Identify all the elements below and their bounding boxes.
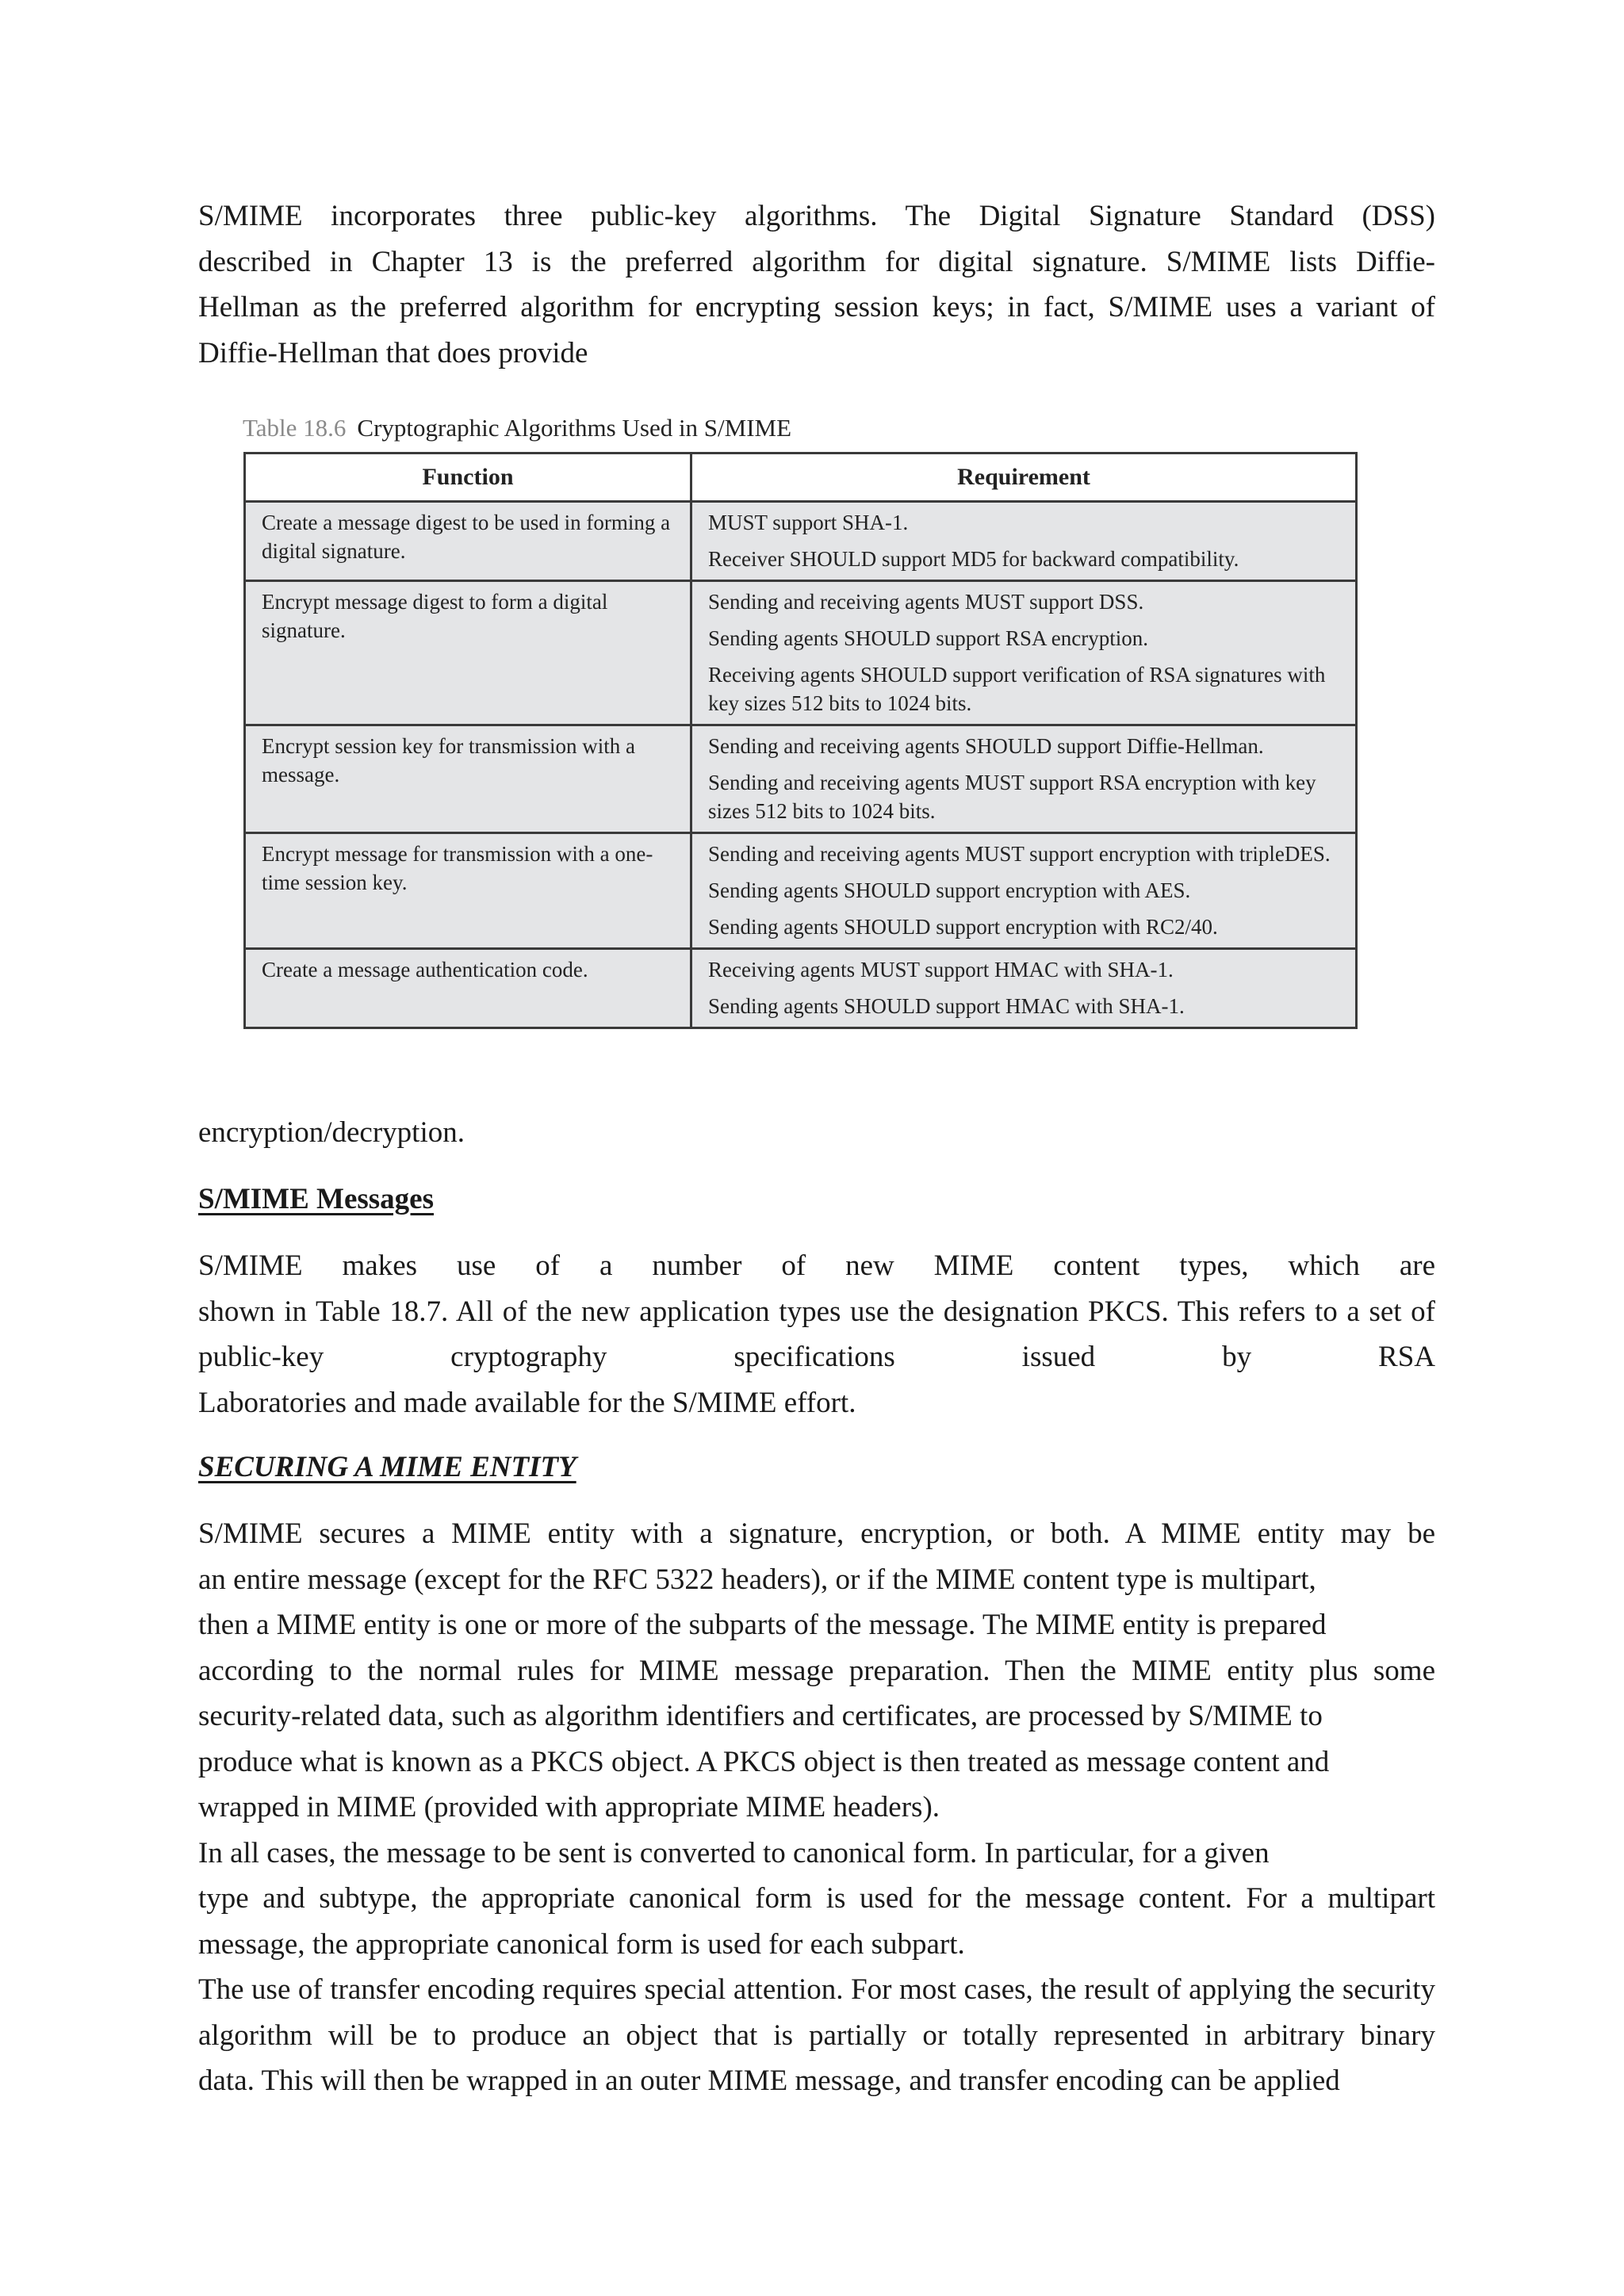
- messages-line: public-key cryptography specifications issued by RSA: [198, 1341, 1435, 1373]
- securing-line: algorithm will be to produce an object that is partially or totally represented in arbitrary binary: [198, 2019, 1435, 2052]
- function-cell: Encrypt message for transmission with a one-time session key.: [245, 833, 691, 949]
- securing-line: S/MIME secures a MIME entity with a signature, encryption, or both. A MIME entity may be: [198, 1517, 1435, 1550]
- requirement-cell: [691, 725, 1357, 833]
- continuation-text: [198, 1110, 1435, 1156]
- securing-line: type and subtype, the appropriate canonical form is used for the message content. For a multipart: [198, 1882, 1435, 1915]
- securing-paragraph: [198, 1511, 1435, 2104]
- securing-line: The use of transfer encoding requires special attention. For most cases, the result of applying the security: [198, 1973, 1435, 2006]
- table-header-row: [245, 453, 1357, 502]
- requirement-item: Sending and receiving agents MUST support RSA encryption with key sizes 512 bits to 1024 bits.: [708, 771, 1316, 823]
- intro-line: Diffie-Hellman that does provide: [198, 336, 588, 369]
- table-title: Cryptographic Algorithms Used in S/MIME: [357, 414, 792, 442]
- securing-line: an entire message (except for the RFC 5322 headers), or if the MIME content type is multipart,: [198, 1563, 1316, 1596]
- securing-line: message, the appropriate canonical form is used for each subpart.: [198, 1927, 965, 1961]
- requirement-cell: [691, 502, 1357, 581]
- requirement-item: Sending and receiving agents MUST support DSS.: [708, 590, 1144, 614]
- requirement-item: Receiver SHOULD support MD5 for backward compatibility.: [708, 547, 1239, 571]
- requirement-item: Sending agents SHOULD support encryption with AES.: [708, 878, 1191, 902]
- table-row: [245, 725, 1357, 833]
- requirement-item: Receiving agents MUST support HMAC with SHA-1.: [708, 958, 1174, 982]
- securing-line: data. This will then be wrapped in an outer MIME message, and transfer encoding can be applied: [198, 2064, 1340, 2097]
- messages-line: S/MIME makes use of a number of new MIME content types, which are: [198, 1249, 1435, 1282]
- requirement-item: Sending and receiving agents SHOULD support Diffie-Hellman.: [708, 734, 1264, 758]
- section-heading-securing: SECURING A MIME ENTITY: [198, 1451, 576, 1483]
- table-row: [245, 502, 1357, 581]
- securing-section: [198, 1445, 1435, 1490]
- intro-paragraph: [198, 193, 1435, 376]
- intro-line: S/MIME incorporates three public-key algorithms. The Digital Signature Standard (DSS): [198, 200, 1435, 232]
- function-cell: Create a message digest to be used in forming a digital signature.: [245, 502, 691, 581]
- function-cell: Encrypt message digest to form a digital signature.: [245, 581, 691, 725]
- messages-paragraph: [198, 1243, 1435, 1425]
- table-row: [245, 581, 1357, 725]
- table-caption: [243, 412, 1364, 444]
- securing-line: security-related data, such as algorithm identifiers and certificates, are processed by S/MIME to: [198, 1700, 1323, 1732]
- securing-line: then a MIME entity is one or more of the subparts of the message. The MIME entity is prepared: [198, 1609, 1327, 1641]
- requirement-item: Sending and receiving agents MUST support encryption with tripleDES.: [708, 842, 1331, 866]
- section-heading-messages: S/MIME Messages: [198, 1183, 434, 1215]
- table-number: Table 18.6: [243, 414, 347, 442]
- function-cell: Create a message authentication code.: [245, 949, 691, 1028]
- algorithms-table: [243, 452, 1358, 1029]
- securing-line: according to the normal rules for MIME message preparation. Then the MIME entity plus some: [198, 1654, 1435, 1687]
- function-cell: Encrypt session key for transmission with a message.: [245, 725, 691, 833]
- requirement-cell: [691, 581, 1357, 725]
- table-figure: [238, 412, 1364, 1029]
- messages-line: Laboratories and made available for the S/MIME effort.: [198, 1386, 856, 1419]
- table-row: [245, 949, 1357, 1028]
- column-header-function: Function: [245, 453, 691, 502]
- continuation-line: encryption/decryption.: [198, 1116, 465, 1149]
- requirement-item: Sending agents SHOULD support HMAC with SHA-1.: [708, 994, 1185, 1018]
- requirement-item: MUST support SHA-1.: [708, 511, 909, 534]
- securing-line: wrapped in MIME (provided with appropriate MIME headers).: [198, 1791, 940, 1823]
- requirement-item: Sending agents SHOULD support RSA encryption.: [708, 626, 1148, 650]
- intro-line: Hellman as the preferred algorithm for encrypting session keys; in fact, S/MIME uses a variant of: [198, 291, 1435, 323]
- column-header-requirement: Requirement: [691, 453, 1357, 502]
- messages-line: shown in Table 18.7. All of the new application types use the designation PKCS. This refers to a set of: [198, 1295, 1435, 1328]
- messages-section: [198, 1177, 1435, 1223]
- securing-line: In all cases, the message to be sent is converted to canonical form. In particular, for a given: [198, 1836, 1270, 1869]
- requirement-item: Sending agents SHOULD support encryption with RC2/40.: [708, 915, 1218, 939]
- requirement-cell: [691, 833, 1357, 949]
- requirement-cell: [691, 949, 1357, 1028]
- securing-line: produce what is known as a PKCS object. A PKCS object is then treated as message content and: [198, 1745, 1330, 1778]
- requirement-item: Receiving agents SHOULD support verification of RSA signatures with key sizes 512 bits to 1024 bits.: [708, 663, 1326, 715]
- intro-line: described in Chapter 13 is the preferred algorithm for digital signature. S/MIME lists Diffie-: [198, 245, 1435, 278]
- table-row: [245, 833, 1357, 949]
